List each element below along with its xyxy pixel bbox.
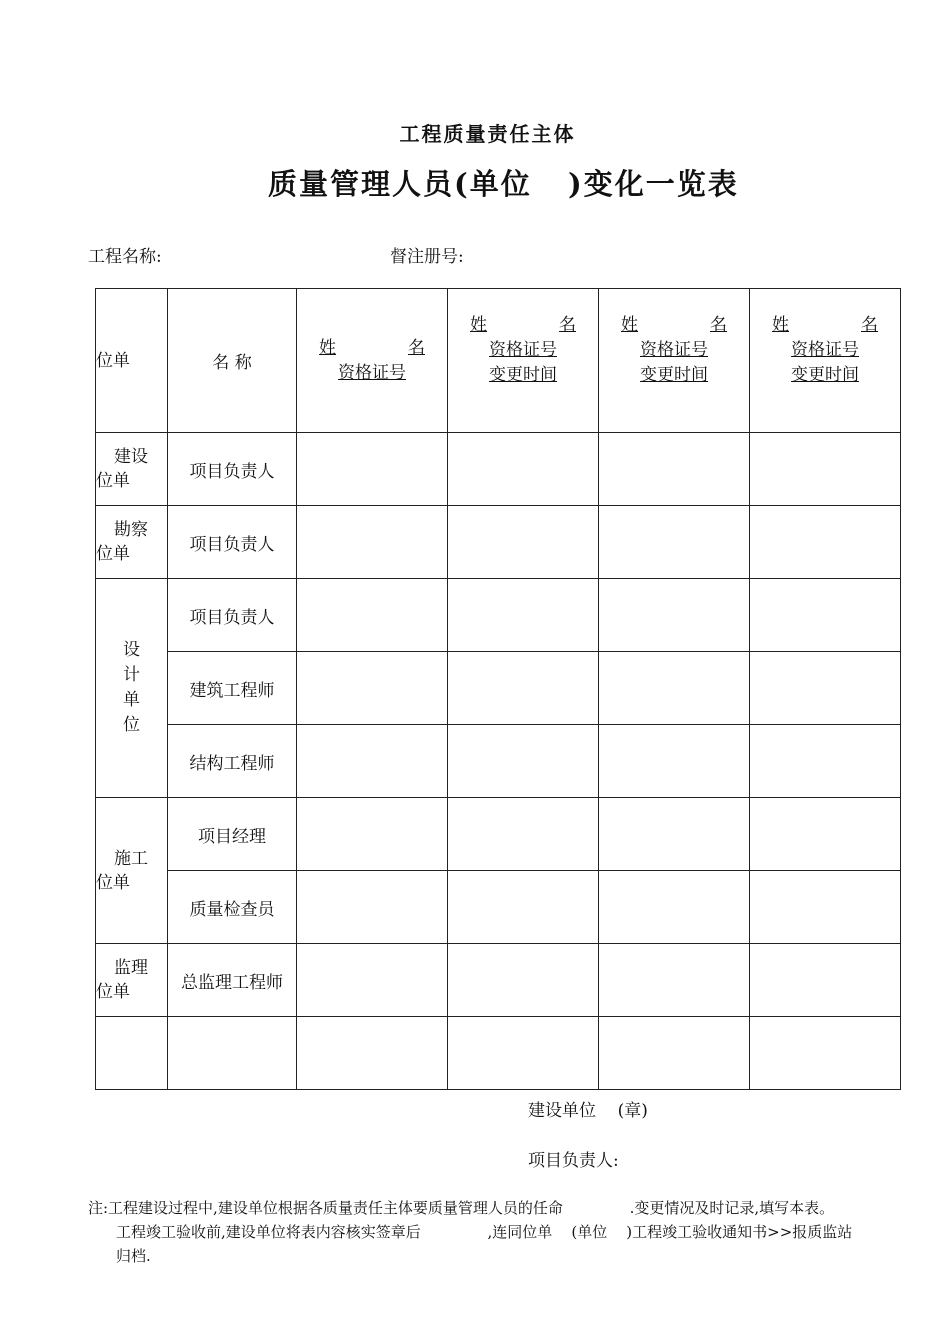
- role-cell: 质量检查员: [168, 871, 297, 944]
- input-cell[interactable]: [750, 871, 901, 944]
- table-row: [96, 652, 901, 725]
- unit-supervision: 监理 位单: [96, 944, 168, 1017]
- header-person-2: 姓 名 资格证号 变更时间: [448, 289, 599, 433]
- document-title-line1: 工程质量责任主体: [399, 122, 576, 146]
- header-name: 名 称: [168, 289, 297, 433]
- input-cell[interactable]: [599, 944, 750, 1017]
- input-cell[interactable]: [96, 1017, 168, 1090]
- header-person-1: 姓 名 资格证号: [297, 289, 448, 433]
- input-cell[interactable]: [448, 944, 599, 1017]
- table-row: [96, 944, 901, 1017]
- unit-design: 设 计 单 位: [96, 579, 168, 798]
- role-cell: 结构工程师: [168, 725, 297, 798]
- footnote-line2: 工程竣工验收前,建设单位将表内容核实签章后 ,连同位单 (单位 )工程竣工验收通知书>>报质监站: [116, 1223, 853, 1241]
- input-cell[interactable]: [750, 652, 901, 725]
- role-cell: 项目负责人: [168, 579, 297, 652]
- footnote: [88, 1196, 888, 1268]
- role-cell: 项目经理: [168, 798, 297, 871]
- input-cell[interactable]: [599, 725, 750, 798]
- input-cell[interactable]: [297, 871, 448, 944]
- table-row-blank: [96, 1017, 901, 1090]
- input-cell[interactable]: [448, 506, 599, 579]
- input-cell[interactable]: [599, 871, 750, 944]
- registration-number-label: 督注册号:: [390, 247, 464, 267]
- document-title-line2: 质量管理人员(单位 )变化一览表: [268, 167, 739, 201]
- role-cell: 建筑工程师: [168, 652, 297, 725]
- header-person-4: 姓 名 资格证号 变更时间: [750, 289, 901, 433]
- input-cell[interactable]: [599, 433, 750, 506]
- unit-contractor: 施工 位单: [96, 798, 168, 944]
- input-cell[interactable]: [750, 798, 901, 871]
- input-cell[interactable]: [750, 579, 901, 652]
- table-header-row: [96, 289, 901, 433]
- personnel-change-table: [95, 288, 901, 1090]
- header-unit: 位单: [96, 289, 168, 433]
- input-cell[interactable]: [750, 1017, 901, 1090]
- table-row: [96, 579, 901, 652]
- input-cell[interactable]: [297, 1017, 448, 1090]
- input-cell[interactable]: [448, 1017, 599, 1090]
- input-cell[interactable]: [168, 1017, 297, 1090]
- input-cell[interactable]: [448, 652, 599, 725]
- role-cell: 项目负责人: [168, 433, 297, 506]
- role-cell: 项目负责人: [168, 506, 297, 579]
- table-row: [96, 725, 901, 798]
- signature-unit-seal: 建设单位 (章): [528, 1101, 648, 1121]
- input-cell[interactable]: [599, 579, 750, 652]
- input-cell[interactable]: [297, 944, 448, 1017]
- input-cell[interactable]: [448, 871, 599, 944]
- input-cell[interactable]: [297, 506, 448, 579]
- table-row: [96, 506, 901, 579]
- input-cell[interactable]: [448, 433, 599, 506]
- input-cell[interactable]: [599, 506, 750, 579]
- input-cell[interactable]: [750, 944, 901, 1017]
- signature-person: 项目负责人:: [528, 1151, 619, 1171]
- input-cell[interactable]: [750, 506, 901, 579]
- input-cell[interactable]: [599, 1017, 750, 1090]
- unit-construction: 建设 位单: [96, 433, 168, 506]
- footnote-line3: 归档.: [116, 1247, 151, 1265]
- input-cell[interactable]: [297, 798, 448, 871]
- role-cell: 总监理工程师: [168, 944, 297, 1017]
- input-cell[interactable]: [448, 579, 599, 652]
- table-row: [96, 871, 901, 944]
- input-cell[interactable]: [750, 433, 901, 506]
- input-cell[interactable]: [448, 725, 599, 798]
- footnote-line1: 注:工程建设过程中,建设单位根据各质量责任主体要质量管理人员的任命 .变更情况及时记录,填写本表。: [88, 1199, 835, 1217]
- input-cell[interactable]: [297, 725, 448, 798]
- input-cell[interactable]: [448, 798, 599, 871]
- header-person-3: 姓 名 资格证号 变更时间: [599, 289, 750, 433]
- input-cell[interactable]: [599, 798, 750, 871]
- input-cell[interactable]: [297, 652, 448, 725]
- input-cell[interactable]: [750, 725, 901, 798]
- unit-survey: 勘察 位单: [96, 506, 168, 579]
- input-cell[interactable]: [599, 652, 750, 725]
- table-row: [96, 433, 901, 506]
- table-row: [96, 798, 901, 871]
- input-cell[interactable]: [297, 579, 448, 652]
- project-name-label: 工程名称:: [88, 247, 162, 267]
- input-cell[interactable]: [297, 433, 448, 506]
